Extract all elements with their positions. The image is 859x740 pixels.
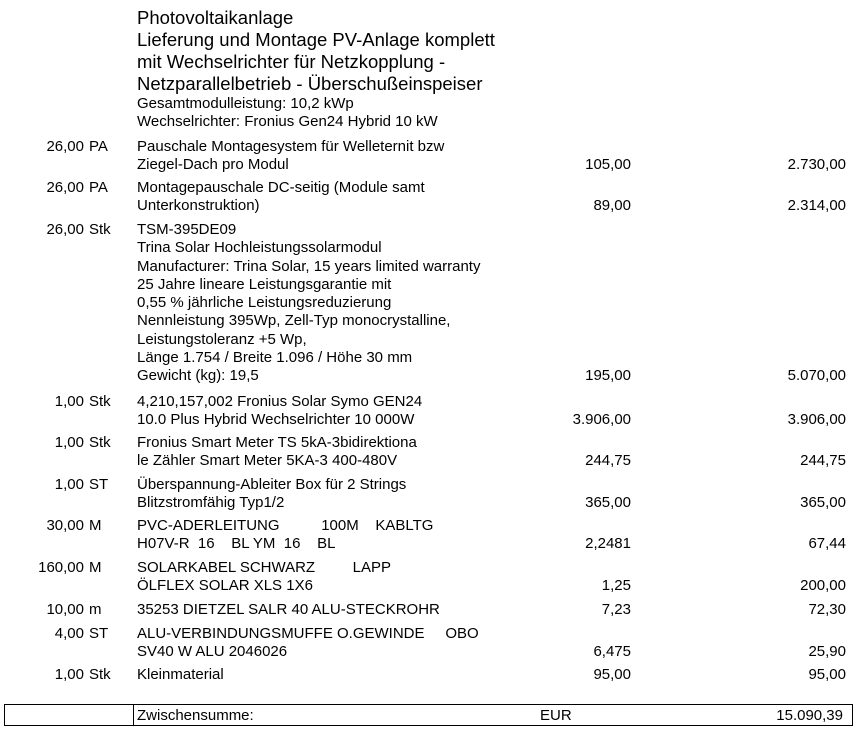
header-inverter: Wechselrichter: Fronius Gen24 Hybrid 10 kW [137, 113, 438, 130]
item-description [137, 434, 417, 471]
item-description-line: Ziegel-Dach pro Modul [137, 156, 289, 174]
item-description-line: H07V-R 16 BL YM 16 BL [137, 535, 336, 553]
item-unit: Stk [89, 666, 111, 683]
item-unit-price: 1,25 [601, 577, 631, 595]
item-unit-price: 2,2481 [585, 535, 631, 553]
item-quantity: 26,00 [46, 179, 84, 196]
item-total: 95,00 [808, 666, 846, 683]
item-unit-price: 95,00 [593, 666, 631, 683]
item-description-line: 4,210,157,002 Fronius Solar Symo GEN24 [137, 393, 423, 410]
item-description-line: TSM-395DE09 [137, 221, 237, 238]
item-description-line: Leistungstoleranz +5 Wp, [137, 330, 307, 348]
item-quantity: 26,00 [46, 221, 84, 238]
item-total: 72,30 [808, 601, 846, 618]
item-unit: M [89, 517, 102, 534]
item-unit-price: 244,75 [585, 452, 631, 470]
item-unit: PA [89, 179, 108, 196]
item-description-line: 25 Jahre lineare Leistungsgarantie mit [137, 275, 392, 293]
item-quantity: 4,00 [54, 625, 84, 642]
item-unit: Stk [89, 434, 111, 451]
header-module-power: Gesamtmodulleistung: 10,2 kWp [137, 95, 354, 112]
item-quantity: 1,00 [54, 393, 84, 410]
item-total: 3.906,00 [787, 411, 846, 429]
item-unit: ST [89, 625, 109, 642]
item-unit: ST [89, 476, 109, 493]
item-total: 365,00 [800, 494, 846, 512]
item-description [137, 625, 479, 662]
item-description-line: ÖLFLEX SOLAR XLS 1X6 [137, 577, 313, 595]
item-total: 67,44 [808, 535, 846, 553]
item-description-line: 10.0 Plus Hybrid Wechselrichter 10 000W [137, 411, 415, 429]
item-description [137, 517, 433, 554]
item-description-line: PVC-ADERLEITUNG 100M KABLTG [137, 517, 434, 534]
item-description [137, 476, 406, 513]
item-total: 25,90 [808, 643, 846, 661]
item-total: 5.070,00 [787, 367, 846, 385]
item-description-line: Manufacturer: Trina Solar, 15 years limited warranty [137, 257, 481, 275]
item-total: 2.730,00 [787, 156, 846, 174]
item-description-line: Fronius Smart Meter TS 5kA-3bidirektiona [137, 434, 417, 451]
subtotal-divider [133, 705, 134, 725]
item-unit-price: 365,00 [585, 494, 631, 512]
item-unit-price: 7,23 [601, 601, 631, 618]
item-unit-price: 105,00 [585, 156, 631, 174]
subtotal-label: Zwischensumme: [137, 707, 254, 724]
item-unit-price: 3.906,00 [572, 411, 631, 429]
item-description [137, 138, 444, 175]
item-total: 2.314,00 [787, 197, 846, 215]
item-description-line: Überspannung-Ableiter Box für 2 Strings [137, 476, 407, 493]
subtotal-amount: 15.090,39 [776, 707, 843, 724]
document-header [137, 7, 495, 131]
item-unit-price: 195,00 [585, 367, 631, 385]
item-description-line: Kleinmaterial [137, 666, 224, 683]
item-quantity: 1,00 [54, 434, 84, 451]
item-description-line: 35253 DIETZEL SALR 40 ALU-STECKROHR [137, 601, 440, 618]
item-quantity: 1,00 [54, 476, 84, 493]
item-unit: m [89, 601, 102, 618]
item-quantity: 10,00 [46, 601, 84, 618]
item-description-line: ALU-VERBINDUNGSMUFFE O.GEWINDE OBO [137, 625, 479, 642]
item-unit-price: 6,475 [593, 643, 631, 661]
item-description-line: SV40 W ALU 2046026 [137, 643, 288, 661]
item-unit: PA [89, 138, 108, 155]
item-description-line: Montagepauschale DC-seitig (Module samt [137, 179, 425, 196]
item-description [137, 221, 480, 386]
item-description-line: Gewicht (kg): 19,5 [137, 367, 259, 385]
item-description-line: SOLARKABEL SCHWARZ LAPP [137, 559, 391, 576]
header-line: Netzparallelbetrieb - Überschußeinspeiser [137, 73, 483, 94]
item-description-line: Länge 1.754 / Breite 1.096 / Höhe 30 mm [137, 349, 413, 367]
item-quantity: 160,00 [38, 559, 84, 576]
item-quantity: 30,00 [46, 517, 84, 534]
item-description-line: Pauschale Montagesystem für Welleternit bzw [137, 138, 445, 155]
header-title: Photovoltaikanlage [137, 7, 294, 28]
subtotal-currency: EUR [540, 707, 572, 724]
item-description [137, 179, 425, 216]
item-description [137, 666, 224, 684]
item-unit: Stk [89, 221, 111, 238]
item-description [137, 393, 422, 430]
item-description-line: Unterkonstruktion) [137, 197, 260, 215]
item-total: 200,00 [800, 577, 846, 595]
item-description [137, 601, 440, 619]
item-quantity: 1,00 [54, 666, 84, 683]
item-description-line: Trina Solar Hochleistungssolarmodul [137, 239, 382, 257]
item-description-line: le Zähler Smart Meter 5KA-3 400-480V [137, 452, 398, 470]
item-total: 244,75 [800, 452, 846, 470]
item-description-line: Nennleistung 395Wp, Zell-Typ monocrystalline, [137, 312, 451, 330]
item-quantity: 26,00 [46, 138, 84, 155]
item-description-line: Blitzstromfähig Typ1/2 [137, 494, 285, 512]
item-description-line: 0,55 % jährliche Leistungsreduzierung [137, 294, 392, 312]
header-line: mit Wechselrichter für Netzkopplung - [137, 51, 446, 72]
item-unit: Stk [89, 393, 111, 410]
subtotal-row [4, 704, 853, 726]
item-unit-price: 89,00 [593, 197, 631, 215]
item-description [137, 559, 391, 596]
header-line: Lieferung und Montage PV-Anlage komplett [137, 29, 495, 50]
item-unit: M [89, 559, 102, 576]
